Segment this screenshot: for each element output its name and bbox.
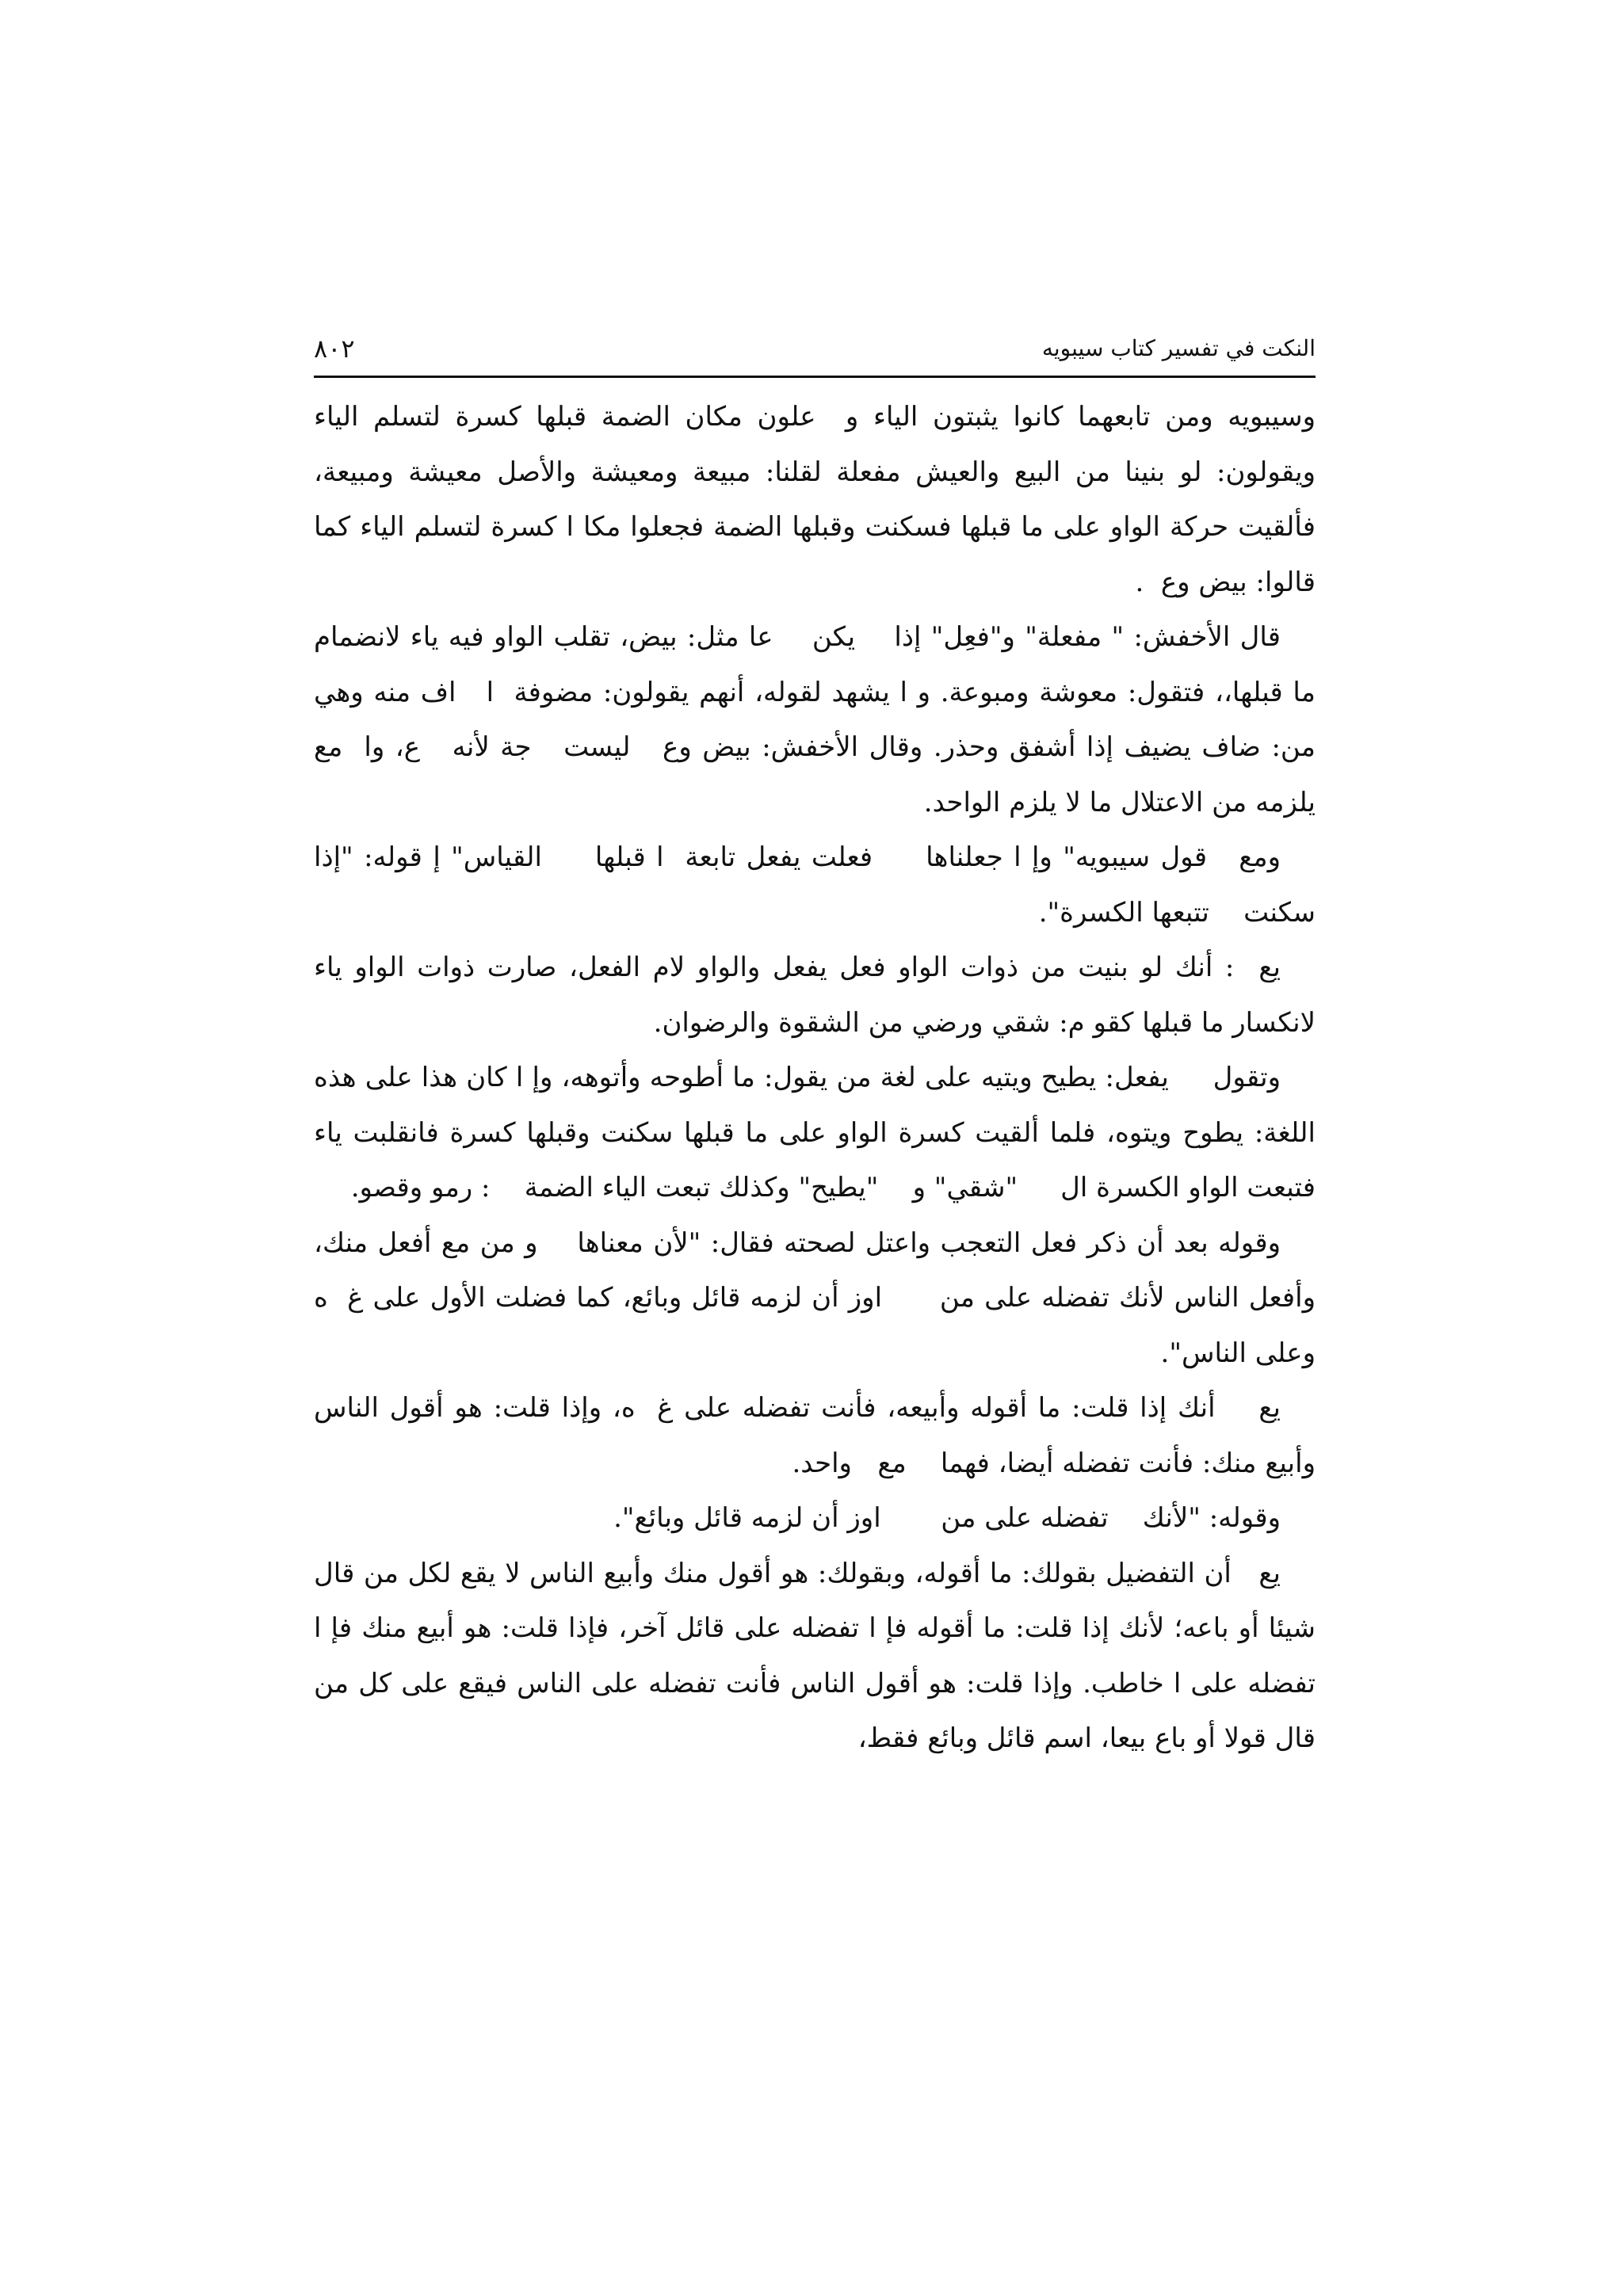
paragraph-7: يع أنك إذا قلت: ما أقوله وأبيعه، فأنت تفضله على غ ه، وإذا قلت: هو أقول الناس وأبيع منك: فأنت تفضله أيضا، فهما مع واحد. bbox=[305, 1392, 1316, 1479]
paragraph-9: يع أن التفضيل بقولك: ما أقوله، وبقولك: هو أقول منك وأبيع الناس لا يقع لكل من قال شيئا أو باعه؛ لأنك إذا قلت: ما أقوله فإ ا تفضله على قائل آخر، فإذا قلت: هو أبيع منك فإ ا تفضله على ا خاطب. وإذا قلت: هو أقول الناس فأنت تفضله على الناس فيقع على كل من قال قولا أو باع بيعا، اسم قائل وبائع فقط، bbox=[305, 1557, 1316, 1754]
paragraph-5: وتقول يفعل: يطيح ويتيه على لغة من يقول: ما أطوحه وأتوهه، وإ ا كان هذا على هذه اللغة: يطوح ويتوه، فلما ألقيت كسرة الواو على ما قبلها سكنت وقبلها كسرة فانقلبت ياء فتبعت الواو الكسرة ال "شقي" و "يطيح" وكذلك تبعت الياء الضمة : رمو وقصو. bbox=[305, 1062, 1316, 1203]
paragraph-6: وقوله بعد أن ذكر فعل التعجب واعتل لصحته فقال: "لأن معناها و من مع أفعل منك، وأفعل الناس لأنك تفضله على من اوز أن لزمه قائل وبائع، كما فضلت الأول على غ ه وعلى الناس". bbox=[305, 1226, 1316, 1369]
running-title: النكت في تفسير كتاب سيبويه bbox=[1041, 335, 1316, 361]
body-text bbox=[305, 390, 1316, 1767]
paragraph-8: وقوله: "لأنك تفضله على من اوز أن لزمه قائل وبائع". bbox=[613, 1502, 1281, 1534]
page-header bbox=[314, 326, 1316, 371]
paragraph-2: قال الأخفش: " مفعلة" و"فعِل" إذا يكن عا مثل: بيض، تقلب الواو فيه ياء لانضمام ما قبلها،، فتقول: معوشة ومبوعة. و ا يشهد لقوله، أنهم يقولون: مضوفة ا اف منه وهي من: ضاف يضيف إذا أشفق وحذر. وقال الأخفش: بيض وع ليست جة لأنه ع، وا مع يلزمه من الاعتلال ما لا يلزم الواحد. bbox=[305, 621, 1316, 818]
header-divider bbox=[314, 376, 1316, 378]
paragraph-3: ومع قول سيبويه" وإ ا جعلناها فعلت يفعل تابعة ا قبلها القياس" إ قوله: "إذا سكنت تتبعها الكسرة". bbox=[305, 841, 1316, 929]
page-number: ٨٠٢ bbox=[314, 334, 355, 364]
paragraph-1: وسيبويه ومن تابعهما كانوا يثبتون الياء و علون مكان الضمة قبلها كسرة لتسلم الياء ويقولون: لو بنينا من البيع والعيش مفعلة لقلنا: مبيعة ومعيشة والأصل معيشة ومبيعة، فألقيت حركة الواو على ما قبلها فسكنت وقبلها الضمة فجعلوا مكا ا كسرة لتسلم الياء كما قالوا: بيض وع . bbox=[305, 401, 1316, 598]
paragraph-4: يع : أنك لو بنيت من ذوات الواو فعل يفعل والواو لام الفعل، صارت ذوات الواو ياء لانكسار ما قبلها كقو م: شقي ورضي من الشقوة والرضوان. bbox=[305, 952, 1316, 1039]
